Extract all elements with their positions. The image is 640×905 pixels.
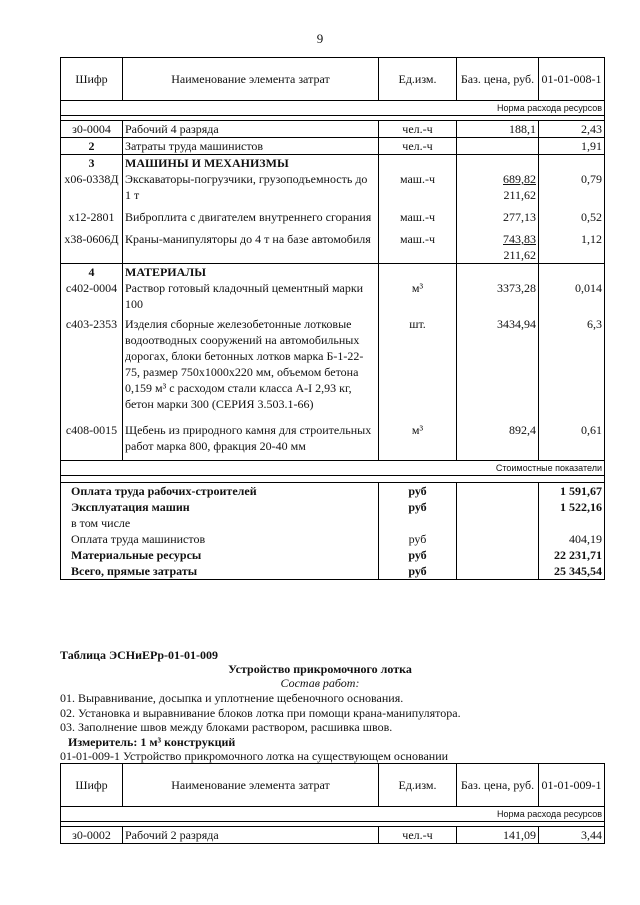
header-price: Баз. цена, руб. (457, 58, 539, 101)
section-subtitle: Устройство прикромочного лотка (228, 662, 412, 676)
step-2: 02. Установка и выравнивание блоков лотка при помощи крана-манипулятора. (60, 706, 461, 720)
cost-row: Всего, прямые затраты руб 25 345,54 (61, 563, 605, 580)
cost-row: Оплата труда рабочих-строителей руб 1 591,67 (61, 483, 605, 500)
header-price: Баз. цена, руб. (457, 764, 539, 807)
step-3: 03. Заполнение швов между блоками раствором, расшивка швов. (60, 720, 393, 734)
header-code-column: 01-01-009-1 (539, 764, 605, 807)
cost-row: Оплата труда машинистов руб 404,19 (61, 531, 605, 547)
section-row: 4 МАТЕРИАЛЫ (61, 264, 605, 281)
measure-unit: Измеритель: 1 м³ конструкций (68, 735, 236, 749)
header-name: Наименование элемента затрат (123, 58, 379, 101)
table-row: з0-0002 Рабочий 2 разряда чел.-ч 141,09 3,44 (61, 827, 605, 844)
header-code-column: 01-01-008-1 (539, 58, 605, 101)
cost-row: Эксплуатация машин руб 1 522,16 (61, 499, 605, 515)
item-title: 01-01-009-1 Устройство прикромочного лотка на существующем основании (60, 749, 449, 763)
table-row: с408-0015 Щебень из природного камня для строительных работ марка 800, фракция 20-40 мм м³ 892,4 0,61 (61, 422, 605, 461)
composition-heading: Состав работ: (280, 676, 360, 690)
header-unit: Ед.изм. (379, 764, 457, 807)
header-name: Наименование элемента затрат (123, 764, 379, 807)
table-row: х12-2801 Виброплита с двигателем внутреннего сгорания маш.-ч 277,13 0,52 (61, 209, 605, 231)
table-row: х38-0606Д Краны-манипуляторы до 4 т на базе автомобиля маш.-ч 743,83 211,62 1,12 (61, 231, 605, 264)
header-code: Шифр (61, 58, 123, 101)
table-row: з0-0004 Рабочий 4 разряда чел.-ч 188,1 2,43 (61, 121, 605, 138)
step-1: 01. Выравнивание, досыпка и уплотнение щебеночного основания. (60, 691, 404, 705)
header-code: Шифр (61, 764, 123, 807)
table-title: Таблица ЭСНиЕРр-01-01-009 (60, 648, 219, 662)
norm-label: Норма расхода ресурсов (61, 807, 605, 822)
cost-label: Стоимостные показатели (61, 461, 605, 476)
cost-row: в том числе (61, 515, 605, 531)
header-unit: Ед.изм. (379, 58, 457, 101)
table-row: 2 Затраты труда машинистов чел.-ч 1,91 (61, 138, 605, 155)
norm-label: Норма расхода ресурсов (61, 101, 605, 116)
table-row: с402-0004 Раствор готовый кладочный цементный марки 100 м³ 3373,28 0,014 (61, 280, 605, 316)
table-row: х06-0338Д Экскаваторы-погрузчики, грузоподъемность до 1 т маш.-ч 689,82 211,62 0,79 (61, 171, 605, 209)
resource-table-009 (60, 763, 605, 844)
section-row: 3 МАШИНЫ И МЕХАНИЗМЫ (61, 155, 605, 172)
table-row: с403-2353 Изделия сборные железобетонные лотковые водоотводных сооружений на автомобильных дорогах, блоки бетонных лотков марка Б-1-22-75, размер 750x1000x220 мм, объемом бетона 0,159 м³ с расходом стали класса А-I 2,93 кг, бетон марки 300 (СЕРИЯ 3.503.1-66) шт. 3434,94 6,3 (61, 316, 605, 422)
page-number: 9 (316, 31, 324, 46)
resource-table-008 (60, 57, 605, 580)
cost-row: Материальные ресурсы руб 22 231,71 (61, 547, 605, 563)
